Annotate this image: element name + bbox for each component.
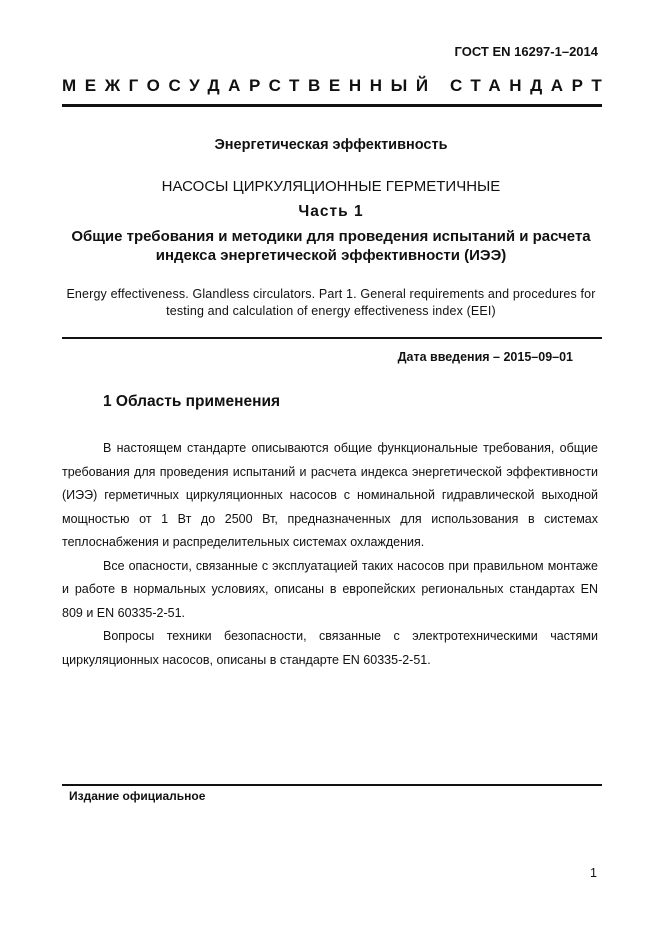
title-divider [62,337,602,339]
english-title: Energy effectiveness. Glandless circulators. Part 1. General requirements and procedures for testing and calculation of energy effectiveness index (EEI) [66,287,596,318]
document-code: ГОСТ EN 16297-1–2014 [454,44,598,59]
paragraph: В настоящем стандарте описываются общие функциональные требования, общие требования для проведения испытаний и расчета индекса энергетической эффективности (ИЭЭ) герметичных циркуляционных насосов с номинальной гидравлической выходной мощностью от 1 Вт до 2500 Вт, предназначенных для использования в системах теплоснабжения и распределительных системах охлаждения. [62,441,598,549]
introduction-date: Дата введения – 2015–09–01 [397,350,573,364]
main-title: НАСОСЫ ЦИРКУЛЯЦИОННЫЕ ГЕРМЕТИЧНЫЕ [161,178,501,195]
page-number: 1 [590,866,597,880]
subject-title: Энергетическая эффективность [214,137,448,153]
subtitle: Общие требования и методики для проведения испытаний и расчета индекса энергетической эффективности (ИЭЭ) [71,228,591,264]
section-body [62,437,598,672]
section-heading: 1 Область применения [103,393,281,410]
top-divider [62,104,602,107]
paragraph: Все опасности, связанные с эксплуатацией таких насосов при правильном монтаже и работе в нормальных условиях, описаны в европейских региональных стандартах EN 809 и EN 60335-2-51. [62,558,598,620]
standard-type-heading: МЕЖГОСУДАРСТВЕННЫЙ СТАНДАРТ [62,76,611,95]
paragraph: Вопросы техники безопасности, связанные с электротехническими частями циркуляционных насосов, описаны в стандарте EN 60335-2-51. [62,629,598,667]
footer-divider [62,784,602,786]
part-label: Часть 1 [298,203,364,220]
official-edition-label: Издание официальное [69,789,206,803]
